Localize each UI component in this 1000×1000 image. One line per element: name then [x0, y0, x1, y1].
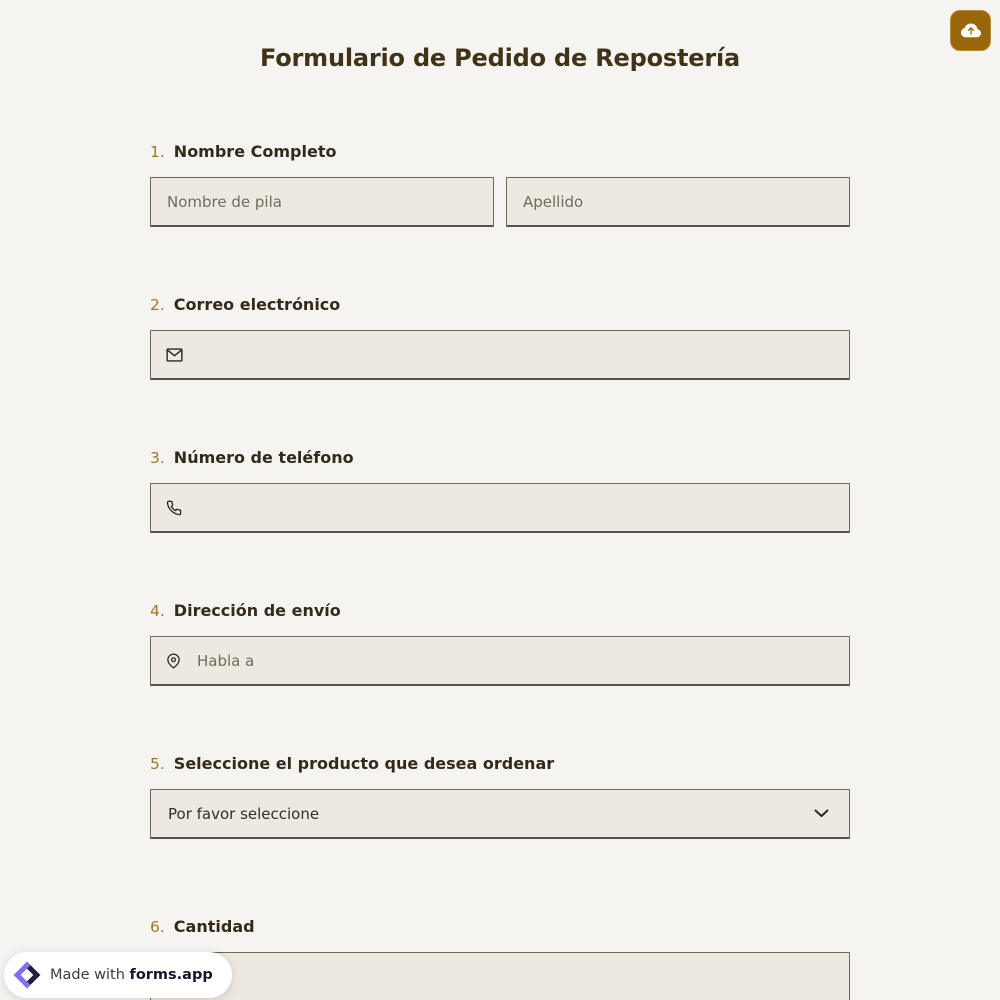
- phone-input[interactable]: [150, 483, 850, 533]
- question-phone: [150, 447, 850, 533]
- first-name-input[interactable]: [150, 177, 494, 227]
- map-pin-icon: [166, 653, 181, 670]
- question-quantity: [150, 916, 850, 1000]
- question-product: [150, 753, 850, 839]
- question-label: Número de teléfono: [173, 448, 354, 467]
- question-number: 2.: [150, 296, 165, 314]
- chevron-down-icon: [814, 809, 829, 818]
- question-number: 3.: [150, 449, 165, 467]
- last-name-input[interactable]: [506, 177, 850, 227]
- question-label: Cantidad: [173, 917, 255, 936]
- question-label-row: [150, 447, 850, 469]
- cloud-upload-button[interactable]: [950, 10, 991, 51]
- product-select[interactable]: [150, 789, 850, 839]
- question-label: Nombre Completo: [173, 142, 337, 161]
- question-number: 4.: [150, 602, 165, 620]
- question-number: 6.: [150, 918, 165, 936]
- email-input[interactable]: [150, 330, 850, 380]
- quantity-input[interactable]: [150, 952, 850, 1000]
- made-with-text: Made with forms.app: [50, 967, 213, 983]
- envelope-icon: [166, 348, 183, 362]
- question-shipping-address: [150, 600, 850, 686]
- question-label-row: [150, 753, 850, 775]
- question-label: Dirección de envío: [173, 601, 341, 620]
- question-label-row: [150, 141, 850, 163]
- phone-icon: [166, 500, 182, 516]
- question-label: Seleccione el producto que desea ordenar: [173, 754, 555, 773]
- page-title: Formulario de Pedido de Repostería: [259, 44, 740, 72]
- question-email: [150, 294, 850, 380]
- product-select-value: Por favor seleccione: [168, 804, 320, 823]
- forms-app-brand-text: forms.app: [129, 967, 213, 983]
- cloud-upload-icon: [961, 21, 981, 41]
- form-body: [150, 74, 850, 1000]
- question-number: 5.: [150, 755, 165, 773]
- question-full-name: [150, 141, 850, 227]
- address-input[interactable]: [150, 636, 850, 686]
- made-with-forms-app-badge[interactable]: [4, 952, 232, 998]
- question-label: Correo electrónico: [173, 295, 341, 314]
- question-label-row: [150, 600, 850, 622]
- forms-app-logo-icon: [11, 959, 43, 991]
- question-number: 1.: [150, 143, 165, 161]
- question-label-row: [150, 916, 850, 938]
- question-label-row: [150, 294, 850, 316]
